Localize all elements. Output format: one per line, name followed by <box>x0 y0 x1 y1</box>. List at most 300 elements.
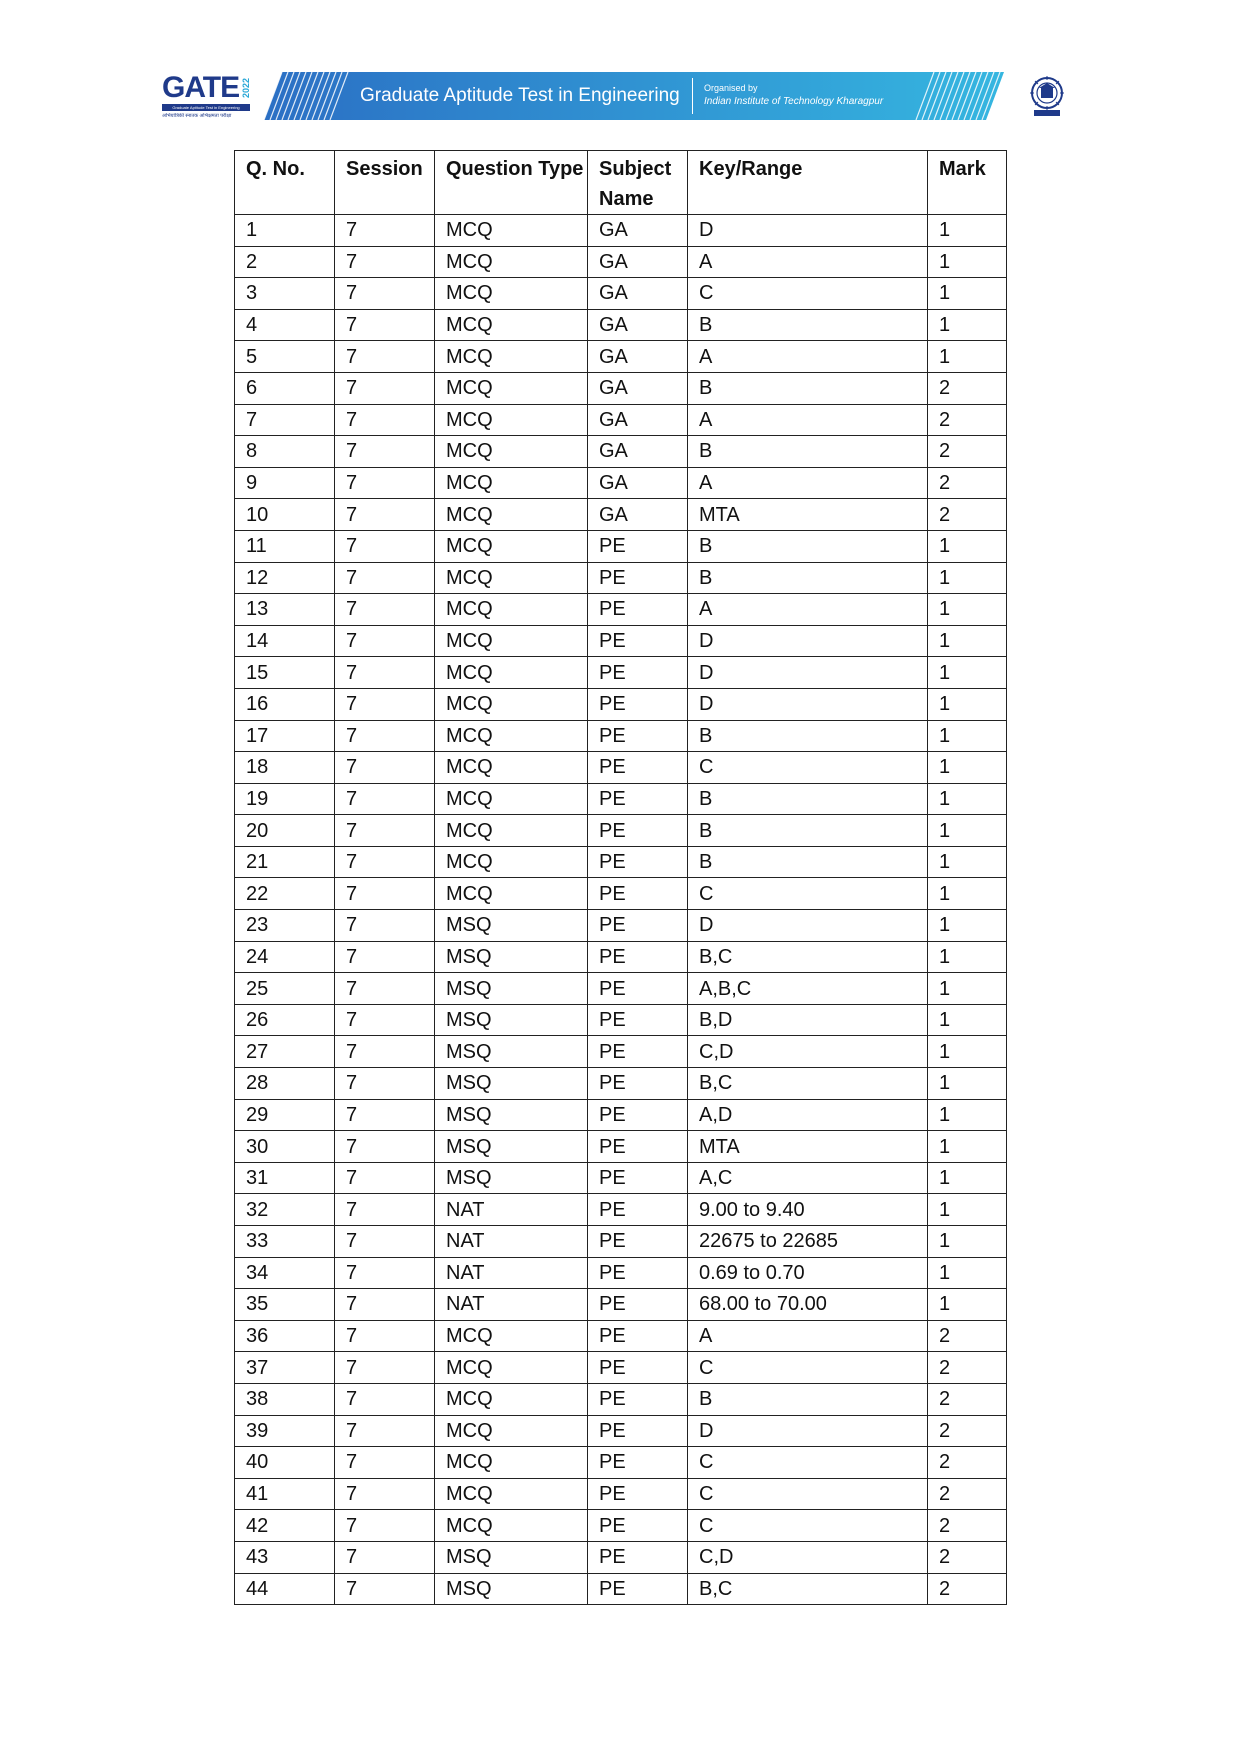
cell-session: 7 <box>335 1194 435 1226</box>
cell-question-type: MCQ <box>435 1510 588 1542</box>
cell-question-type: MSQ <box>435 1099 588 1131</box>
cell-session: 7 <box>335 1068 435 1100</box>
cell-q-no: 35 <box>235 1289 335 1321</box>
cell-session: 7 <box>335 562 435 594</box>
cell-key-range: C <box>688 878 928 910</box>
cell-question-type: MCQ <box>435 752 588 784</box>
cell-mark: 1 <box>928 1226 1007 1258</box>
table-row <box>235 1068 1007 1100</box>
cell-mark: 1 <box>928 657 1007 689</box>
cell-mark: 2 <box>928 1573 1007 1605</box>
column-header-mark: Mark <box>928 151 1007 215</box>
cell-session: 7 <box>335 1099 435 1131</box>
cell-mark: 1 <box>928 973 1007 1005</box>
cell-question-type: NAT <box>435 1289 588 1321</box>
cell-key-range: D <box>688 688 928 720</box>
cell-key-range: D <box>688 1415 928 1447</box>
cell-session: 7 <box>335 815 435 847</box>
cell-q-no: 3 <box>235 278 335 310</box>
cell-subject-name: PE <box>588 1320 688 1352</box>
cell-mark: 2 <box>928 1320 1007 1352</box>
cell-subject-name: PE <box>588 1447 688 1479</box>
cell-key-range: C <box>688 1352 928 1384</box>
cell-subject-name: PE <box>588 1194 688 1226</box>
cell-mark: 1 <box>928 278 1007 310</box>
cell-session: 7 <box>335 1541 435 1573</box>
cell-subject-name: PE <box>588 657 688 689</box>
cell-q-no: 17 <box>235 720 335 752</box>
cell-session: 7 <box>335 1320 435 1352</box>
table-row <box>235 372 1007 404</box>
cell-subject-name: PE <box>588 878 688 910</box>
cell-key-range: C <box>688 1478 928 1510</box>
cell-session: 7 <box>335 530 435 562</box>
cell-subject-name: PE <box>588 1257 688 1289</box>
cell-question-type: MCQ <box>435 1320 588 1352</box>
cell-question-type: MCQ <box>435 657 588 689</box>
cell-mark: 1 <box>928 341 1007 373</box>
cell-mark: 1 <box>928 1131 1007 1163</box>
cell-question-type: MCQ <box>435 1478 588 1510</box>
organiser-name: Indian Institute of Technology Kharagpur <box>704 96 884 107</box>
table-row <box>235 1383 1007 1415</box>
cell-session: 7 <box>335 878 435 910</box>
cell-mark: 2 <box>928 1541 1007 1573</box>
cell-session: 7 <box>335 499 435 531</box>
cell-q-no: 16 <box>235 688 335 720</box>
cell-subject-name: GA <box>588 499 688 531</box>
cell-q-no: 1 <box>235 215 335 247</box>
cell-subject-name: PE <box>588 783 688 815</box>
cell-question-type: MCQ <box>435 1415 588 1447</box>
cell-session: 7 <box>335 467 435 499</box>
banner-title: Graduate Aptitude Test in Engineering <box>360 85 680 106</box>
cell-key-range: B <box>688 372 928 404</box>
cell-session: 7 <box>335 1352 435 1384</box>
cell-session: 7 <box>335 752 435 784</box>
cell-subject-name: PE <box>588 530 688 562</box>
cell-mark: 2 <box>928 1478 1007 1510</box>
cell-session: 7 <box>335 1478 435 1510</box>
column-header-session: Session <box>335 151 435 215</box>
cell-q-no: 23 <box>235 910 335 942</box>
cell-question-type: MSQ <box>435 1004 588 1036</box>
cell-subject-name: PE <box>588 1131 688 1163</box>
table-row <box>235 594 1007 626</box>
table-row <box>235 878 1007 910</box>
cell-mark: 1 <box>928 1004 1007 1036</box>
cell-session: 7 <box>335 783 435 815</box>
table-row <box>235 1352 1007 1384</box>
column-header-q-no: Q. No. <box>235 151 335 215</box>
cell-subject-name: PE <box>588 1099 688 1131</box>
cell-question-type: MSQ <box>435 1162 588 1194</box>
cell-key-range: B <box>688 815 928 847</box>
cell-mark: 1 <box>928 1194 1007 1226</box>
gate-logo-hindi: अभियांत्रिकी स्नातक अभिक्षमता परीक्षा <box>162 113 232 119</box>
cell-question-type: MSQ <box>435 1541 588 1573</box>
cell-session: 7 <box>335 1383 435 1415</box>
cell-key-range: A <box>688 404 928 436</box>
cell-question-type: MCQ <box>435 1352 588 1384</box>
cell-key-range: D <box>688 215 928 247</box>
cell-q-no: 10 <box>235 499 335 531</box>
cell-session: 7 <box>335 436 435 468</box>
cell-key-range: B <box>688 846 928 878</box>
cell-q-no: 15 <box>235 657 335 689</box>
cell-subject-name: PE <box>588 1289 688 1321</box>
cell-subject-name: GA <box>588 404 688 436</box>
cell-q-no: 2 <box>235 246 335 278</box>
cell-session: 7 <box>335 1447 435 1479</box>
cell-subject-name: PE <box>588 688 688 720</box>
cell-subject-name: GA <box>588 436 688 468</box>
cell-key-range: C <box>688 1447 928 1479</box>
cell-session: 7 <box>335 910 435 942</box>
cell-question-type: MSQ <box>435 910 588 942</box>
cell-session: 7 <box>335 941 435 973</box>
gate-logo-year: 2022 <box>241 77 251 99</box>
table-row <box>235 499 1007 531</box>
cell-q-no: 43 <box>235 1541 335 1573</box>
header-banner <box>264 72 1004 120</box>
table-row <box>235 1194 1007 1226</box>
cell-mark: 2 <box>928 467 1007 499</box>
cell-key-range: C <box>688 752 928 784</box>
cell-session: 7 <box>335 215 435 247</box>
cell-key-range: A <box>688 246 928 278</box>
cell-question-type: MCQ <box>435 215 588 247</box>
cell-key-range: B <box>688 1383 928 1415</box>
table-header-row <box>235 151 1007 215</box>
cell-question-type: MSQ <box>435 941 588 973</box>
cell-question-type: MCQ <box>435 1447 588 1479</box>
cell-key-range: C,D <box>688 1541 928 1573</box>
cell-question-type: NAT <box>435 1257 588 1289</box>
gate-logo-strip: Graduate Aptitude Test in Engineering <box>162 104 250 111</box>
cell-key-range: B,D <box>688 1004 928 1036</box>
cell-key-range: A,B,C <box>688 973 928 1005</box>
cell-subject-name: PE <box>588 1383 688 1415</box>
table-row <box>235 278 1007 310</box>
cell-mark: 1 <box>928 625 1007 657</box>
cell-mark: 2 <box>928 1510 1007 1542</box>
cell-key-range: C <box>688 278 928 310</box>
cell-subject-name: PE <box>588 720 688 752</box>
cell-question-type: MSQ <box>435 1573 588 1605</box>
table-row <box>235 215 1007 247</box>
table-row <box>235 1162 1007 1194</box>
cell-question-type: MCQ <box>435 309 588 341</box>
table-row <box>235 309 1007 341</box>
cell-mark: 1 <box>928 752 1007 784</box>
table-row <box>235 846 1007 878</box>
cell-mark: 1 <box>928 1257 1007 1289</box>
table-row <box>235 1573 1007 1605</box>
cell-subject-name: GA <box>588 467 688 499</box>
cell-question-type: MCQ <box>435 246 588 278</box>
cell-key-range: B <box>688 783 928 815</box>
cell-mark: 1 <box>928 720 1007 752</box>
cell-question-type: MSQ <box>435 1036 588 1068</box>
cell-q-no: 36 <box>235 1320 335 1352</box>
cell-subject-name: PE <box>588 910 688 942</box>
cell-q-no: 19 <box>235 783 335 815</box>
cell-question-type: MCQ <box>435 720 588 752</box>
table-row <box>235 973 1007 1005</box>
table-row <box>235 1478 1007 1510</box>
cell-question-type: MCQ <box>435 372 588 404</box>
cell-session: 7 <box>335 1573 435 1605</box>
cell-q-no: 33 <box>235 1226 335 1258</box>
cell-mark: 2 <box>928 1415 1007 1447</box>
cell-q-no: 25 <box>235 973 335 1005</box>
cell-session: 7 <box>335 1131 435 1163</box>
table-row <box>235 467 1007 499</box>
cell-mark: 1 <box>928 1068 1007 1100</box>
cell-session: 7 <box>335 372 435 404</box>
cell-q-no: 26 <box>235 1004 335 1036</box>
cell-mark: 1 <box>928 815 1007 847</box>
cell-mark: 1 <box>928 562 1007 594</box>
table-row <box>235 941 1007 973</box>
cell-q-no: 41 <box>235 1478 335 1510</box>
cell-q-no: 18 <box>235 752 335 784</box>
cell-question-type: MCQ <box>435 878 588 910</box>
cell-subject-name: GA <box>588 246 688 278</box>
cell-mark: 2 <box>928 1447 1007 1479</box>
cell-mark: 1 <box>928 941 1007 973</box>
cell-subject-name: PE <box>588 1478 688 1510</box>
cell-question-type: MCQ <box>435 625 588 657</box>
cell-q-no: 21 <box>235 846 335 878</box>
cell-subject-name: PE <box>588 1068 688 1100</box>
table-row <box>235 910 1007 942</box>
cell-subject-name: GA <box>588 215 688 247</box>
cell-subject-name: PE <box>588 1573 688 1605</box>
cell-mark: 1 <box>928 846 1007 878</box>
cell-mark: 1 <box>928 1099 1007 1131</box>
gate-logo-word: GATE <box>162 71 240 104</box>
cell-question-type: MCQ <box>435 562 588 594</box>
cell-mark: 1 <box>928 594 1007 626</box>
cell-session: 7 <box>335 846 435 878</box>
column-header-subject-name: Subject Name <box>588 151 688 215</box>
cell-subject-name: PE <box>588 815 688 847</box>
cell-q-no: 40 <box>235 1447 335 1479</box>
table-row <box>235 815 1007 847</box>
cell-q-no: 37 <box>235 1352 335 1384</box>
table-row <box>235 1510 1007 1542</box>
cell-subject-name: PE <box>588 973 688 1005</box>
cell-session: 7 <box>335 1415 435 1447</box>
cell-session: 7 <box>335 720 435 752</box>
cell-session: 7 <box>335 1036 435 1068</box>
cell-session: 7 <box>335 1162 435 1194</box>
iit-kharagpur-emblem-icon <box>1026 74 1068 118</box>
cell-q-no: 28 <box>235 1068 335 1100</box>
cell-key-range: B <box>688 436 928 468</box>
cell-question-type: MCQ <box>435 467 588 499</box>
cell-session: 7 <box>335 1004 435 1036</box>
cell-mark: 2 <box>928 404 1007 436</box>
cell-subject-name: GA <box>588 372 688 404</box>
cell-q-no: 27 <box>235 1036 335 1068</box>
table-row <box>235 436 1007 468</box>
cell-mark: 1 <box>928 530 1007 562</box>
cell-key-range: D <box>688 625 928 657</box>
cell-session: 7 <box>335 278 435 310</box>
cell-mark: 1 <box>928 309 1007 341</box>
cell-q-no: 8 <box>235 436 335 468</box>
cell-key-range: B,C <box>688 941 928 973</box>
table-row <box>235 657 1007 689</box>
table-row <box>235 404 1007 436</box>
cell-q-no: 6 <box>235 372 335 404</box>
cell-mark: 2 <box>928 499 1007 531</box>
cell-subject-name: PE <box>588 752 688 784</box>
cell-key-range: MTA <box>688 1131 928 1163</box>
cell-subject-name: PE <box>588 1415 688 1447</box>
table-row <box>235 783 1007 815</box>
cell-subject-name: PE <box>588 1036 688 1068</box>
cell-session: 7 <box>335 246 435 278</box>
cell-key-range: 9.00 to 9.40 <box>688 1194 928 1226</box>
cell-question-type: MCQ <box>435 404 588 436</box>
table-row <box>235 1131 1007 1163</box>
cell-key-range: 68.00 to 70.00 <box>688 1289 928 1321</box>
table-row <box>235 1320 1007 1352</box>
table-row <box>235 1447 1007 1479</box>
cell-question-type: MCQ <box>435 530 588 562</box>
cell-mark: 1 <box>928 1162 1007 1194</box>
cell-subject-name: PE <box>588 625 688 657</box>
cell-subject-name: PE <box>588 1226 688 1258</box>
cell-session: 7 <box>335 688 435 720</box>
cell-mark: 1 <box>928 783 1007 815</box>
gate-logo <box>162 72 254 122</box>
cell-key-range: A <box>688 467 928 499</box>
cell-key-range: A,D <box>688 1099 928 1131</box>
cell-q-no: 31 <box>235 1162 335 1194</box>
cell-q-no: 44 <box>235 1573 335 1605</box>
cell-key-range: A,C <box>688 1162 928 1194</box>
cell-q-no: 14 <box>235 625 335 657</box>
table-row <box>235 1099 1007 1131</box>
cell-question-type: MCQ <box>435 499 588 531</box>
cell-question-type: MCQ <box>435 815 588 847</box>
cell-mark: 1 <box>928 215 1007 247</box>
cell-key-range: D <box>688 910 928 942</box>
cell-q-no: 22 <box>235 878 335 910</box>
cell-question-type: MCQ <box>435 594 588 626</box>
cell-mark: 2 <box>928 436 1007 468</box>
table-row <box>235 341 1007 373</box>
cell-mark: 2 <box>928 1352 1007 1384</box>
banner-organiser <box>704 82 883 108</box>
cell-question-type: MCQ <box>435 341 588 373</box>
cell-mark: 1 <box>928 910 1007 942</box>
cell-key-range: A <box>688 341 928 373</box>
cell-subject-name: GA <box>588 309 688 341</box>
table-row <box>235 688 1007 720</box>
column-header-question-type: Question Type <box>435 151 588 215</box>
cell-session: 7 <box>335 625 435 657</box>
cell-key-range: MTA <box>688 499 928 531</box>
cell-key-range: 22675 to 22685 <box>688 1226 928 1258</box>
cell-q-no: 9 <box>235 467 335 499</box>
table-row <box>235 1036 1007 1068</box>
cell-q-no: 29 <box>235 1099 335 1131</box>
answer-key-table <box>234 150 1007 1605</box>
cell-session: 7 <box>335 594 435 626</box>
table-row <box>235 1226 1007 1258</box>
cell-session: 7 <box>335 404 435 436</box>
cell-q-no: 20 <box>235 815 335 847</box>
cell-q-no: 32 <box>235 1194 335 1226</box>
cell-question-type: MSQ <box>435 973 588 1005</box>
cell-session: 7 <box>335 1226 435 1258</box>
cell-q-no: 5 <box>235 341 335 373</box>
column-header-key-range: Key/Range <box>688 151 928 215</box>
cell-mark: 2 <box>928 1383 1007 1415</box>
cell-subject-name: PE <box>588 1541 688 1573</box>
cell-q-no: 11 <box>235 530 335 562</box>
table-row <box>235 562 1007 594</box>
cell-question-type: MSQ <box>435 1068 588 1100</box>
table-body <box>235 215 1007 1605</box>
cell-mark: 1 <box>928 246 1007 278</box>
cell-mark: 1 <box>928 1289 1007 1321</box>
cell-key-range: B,C <box>688 1068 928 1100</box>
cell-mark: 1 <box>928 1036 1007 1068</box>
cell-subject-name: PE <box>588 562 688 594</box>
cell-question-type: MCQ <box>435 688 588 720</box>
cell-question-type: MSQ <box>435 1131 588 1163</box>
cell-q-no: 30 <box>235 1131 335 1163</box>
cell-subject-name: PE <box>588 1352 688 1384</box>
cell-subject-name: PE <box>588 1510 688 1542</box>
cell-key-range: 0.69 to 0.70 <box>688 1257 928 1289</box>
cell-q-no: 13 <box>235 594 335 626</box>
cell-subject-name: PE <box>588 941 688 973</box>
cell-question-type: NAT <box>435 1226 588 1258</box>
cell-key-range: A <box>688 1320 928 1352</box>
page-header <box>162 70 1082 124</box>
cell-subject-name: GA <box>588 278 688 310</box>
cell-session: 7 <box>335 973 435 1005</box>
cell-key-range: B,C <box>688 1573 928 1605</box>
cell-subject-name: PE <box>588 594 688 626</box>
cell-q-no: 24 <box>235 941 335 973</box>
table-row <box>235 1541 1007 1573</box>
cell-key-range: A <box>688 594 928 626</box>
cell-q-no: 38 <box>235 1383 335 1415</box>
table-row <box>235 752 1007 784</box>
cell-q-no: 4 <box>235 309 335 341</box>
cell-q-no: 34 <box>235 1257 335 1289</box>
cell-key-range: C,D <box>688 1036 928 1068</box>
cell-session: 7 <box>335 1289 435 1321</box>
cell-question-type: NAT <box>435 1194 588 1226</box>
cell-q-no: 7 <box>235 404 335 436</box>
cell-subject-name: PE <box>588 846 688 878</box>
cell-subject-name: PE <box>588 1004 688 1036</box>
cell-subject-name: PE <box>588 1162 688 1194</box>
organised-by-label: Organised by <box>704 83 758 93</box>
cell-q-no: 39 <box>235 1415 335 1447</box>
cell-session: 7 <box>335 309 435 341</box>
